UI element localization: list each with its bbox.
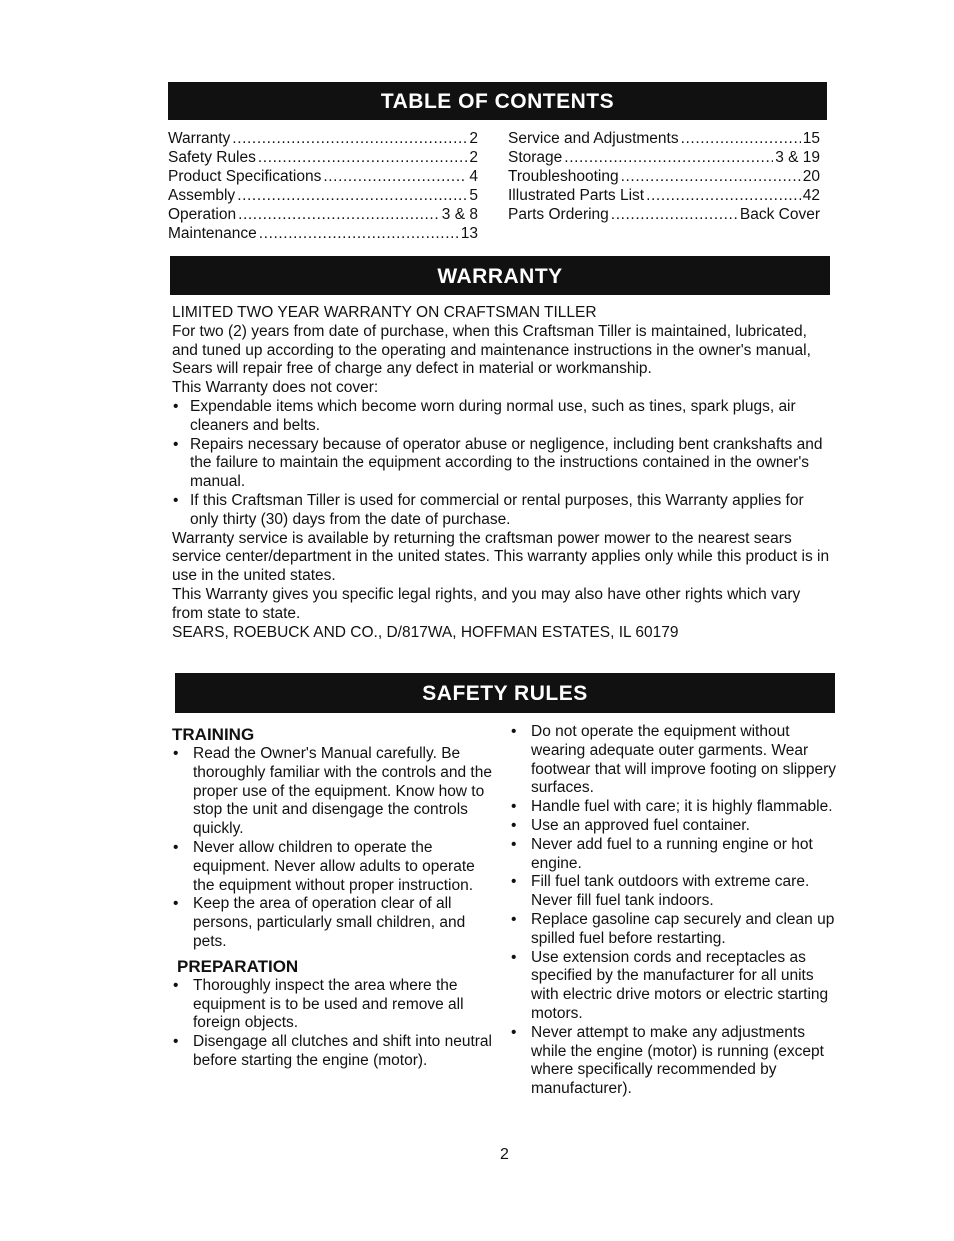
safety-right-column (510, 723, 840, 1099)
toc-entry-label: Maintenance (168, 225, 257, 242)
toc-entry (168, 148, 478, 167)
toc-entry (168, 186, 478, 205)
training-heading: TRAINING (172, 725, 255, 744)
warranty-exclusions (172, 398, 832, 530)
warranty-service: Warranty service is available by returning the craftsman power mower to the nearest sears service center/department in the united states. This warranty applies only while this product is in use in the united states. (172, 529, 830, 585)
list-item: • If this Craftsman Tiller is used for commercial or rental purposes, this Warranty applies for only thirty (30) days from the date of purchase. (172, 492, 832, 530)
list-item: • Disengage all clutches and shift into neutral before starting the engine (motor). (172, 1033, 492, 1071)
list-item: • Fill fuel tank outdoors with extreme care. Never fill fuel tank indoors. (510, 873, 840, 911)
toc-entry-label: Safety Rules (168, 149, 256, 166)
toc-entry-page: 15 (802, 130, 820, 147)
toc-entry-label: Storage (508, 149, 563, 166)
list-item: • Use an approved fuel container. (510, 817, 840, 836)
toc-entry-label: Troubleshooting (508, 168, 619, 185)
warranty-not-cover: This Warranty does not cover: (172, 379, 379, 397)
toc-entry-page: 42 (802, 187, 820, 204)
toc-leader (646, 186, 801, 205)
safety-rules-banner: SAFETY RULES (175, 673, 835, 713)
toc-left-column (168, 129, 478, 243)
toc-entry (168, 129, 478, 148)
toc-entry (168, 167, 478, 186)
list-item: • Do not operate the equipment without wearing adequate outer garments. Wear footwear that will improve footing on slippery surfaces. (510, 723, 840, 798)
toc-entry-label: Illustrated Parts List (508, 187, 645, 204)
warranty-banner: WARRANTY (170, 256, 830, 295)
toc-entry-label: Service and Adjustments (508, 130, 679, 147)
toc-entry-label: Parts Ordering (508, 206, 609, 223)
warranty-rights: This Warranty gives you specific legal rights, and you may also have other rights which vary from state to state. (172, 585, 801, 622)
list-item: • Keep the area of operation clear of all persons, particularly small children, and pets. (172, 895, 492, 951)
toc-entry-label: Warranty (168, 130, 231, 147)
toc-entry-page: 13 (460, 225, 478, 242)
list-item: • Use extension cords and receptacles as specified by the manufacturer for all units with electric drive motors or electric starting motors. (510, 949, 840, 1024)
toc-entry (168, 205, 478, 224)
list-item: • Never attempt to make any adjustments while the engine (motor) is running (except where specifically recommended by manufacturer). (510, 1024, 840, 1099)
warranty-heading: LIMITED TWO YEAR WARRANTY ON CRAFTSMAN TILLER (172, 304, 597, 321)
list-item: • Expendable items which become worn during normal use, such as tines, spark plugs, air cleaners and belts. (172, 398, 832, 436)
toc-leader (232, 129, 467, 148)
toc-leader (621, 167, 801, 186)
safety-left-column (172, 724, 492, 1071)
list-item: • Read the Owner's Manual carefully. Be thoroughly familiar with the controls and the proper use of the equipment. Know how to stop the unit and disengage the controls quickly. (172, 745, 492, 839)
toc-entry-label: Operation (168, 206, 237, 223)
toc-entry (508, 205, 820, 224)
warranty-section (172, 304, 832, 642)
list-item: • Never allow children to operate the equipment. Never allow adults to operate the equipment without proper instruction. (172, 839, 492, 895)
toc-entry-page: 20 (802, 168, 820, 185)
list-item: • Never add fuel to a running engine or hot engine. (510, 836, 840, 874)
toc-right-column (508, 129, 820, 224)
toc-leader (681, 129, 801, 148)
toc-entry-page: 3 & 19 (775, 149, 820, 166)
warranty-intro: For two (2) years from date of purchase, when this Craftsman Tiller is maintained, lubricated, and tuned up according to the operating and maintenance instructions in the owner's manual, Sears will repair free of charge any defect in material or workmanship. (172, 322, 811, 378)
toc-entry (508, 167, 820, 186)
safety-rules-list (510, 723, 840, 1099)
toc-leader (323, 167, 467, 186)
toc-leader (238, 205, 440, 224)
toc-leader (564, 148, 773, 167)
toc-banner: TABLE OF CONTENTS (168, 82, 827, 120)
toc-entry-label: Assembly (168, 187, 236, 204)
toc-entry (508, 129, 820, 148)
toc-entry-page: 5 (469, 187, 478, 204)
page-number: 2 (500, 1146, 509, 1163)
toc-leader (611, 205, 738, 224)
toc-entry-page: 2 (469, 149, 478, 166)
training-list (172, 745, 492, 952)
toc-entry (508, 148, 820, 167)
preparation-heading: PREPARATION (177, 956, 299, 976)
toc-leader (237, 186, 467, 205)
toc-entry (168, 224, 478, 243)
list-item: • Repairs necessary because of operator abuse or negligence, including bent crankshafts and the failure to maintain the equipment according to the instructions contained in the owner's manual. (172, 436, 832, 492)
toc-entry-page: Back Cover (739, 206, 820, 223)
toc-entry (508, 186, 820, 205)
toc-leader (259, 224, 459, 243)
list-item: • Replace gasoline cap securely and clean up spilled fuel before restarting. (510, 911, 840, 949)
warranty-address: SEARS, ROEBUCK AND CO., D/817WA, HOFFMAN ESTATES, IL 60179 (172, 623, 679, 641)
toc-entry-page: 4 (469, 168, 478, 185)
toc-leader (258, 148, 467, 167)
toc-entry-page: 3 & 8 (441, 206, 478, 223)
toc-entry-page: 2 (469, 130, 478, 147)
toc-entry-label: Product Specifications (168, 168, 322, 185)
list-item: • Thoroughly inspect the area where the equipment is to be used and remove all foreign objects. (172, 977, 492, 1033)
list-item: • Handle fuel with care; it is highly flammable. (510, 798, 840, 817)
preparation-list (172, 977, 492, 1071)
